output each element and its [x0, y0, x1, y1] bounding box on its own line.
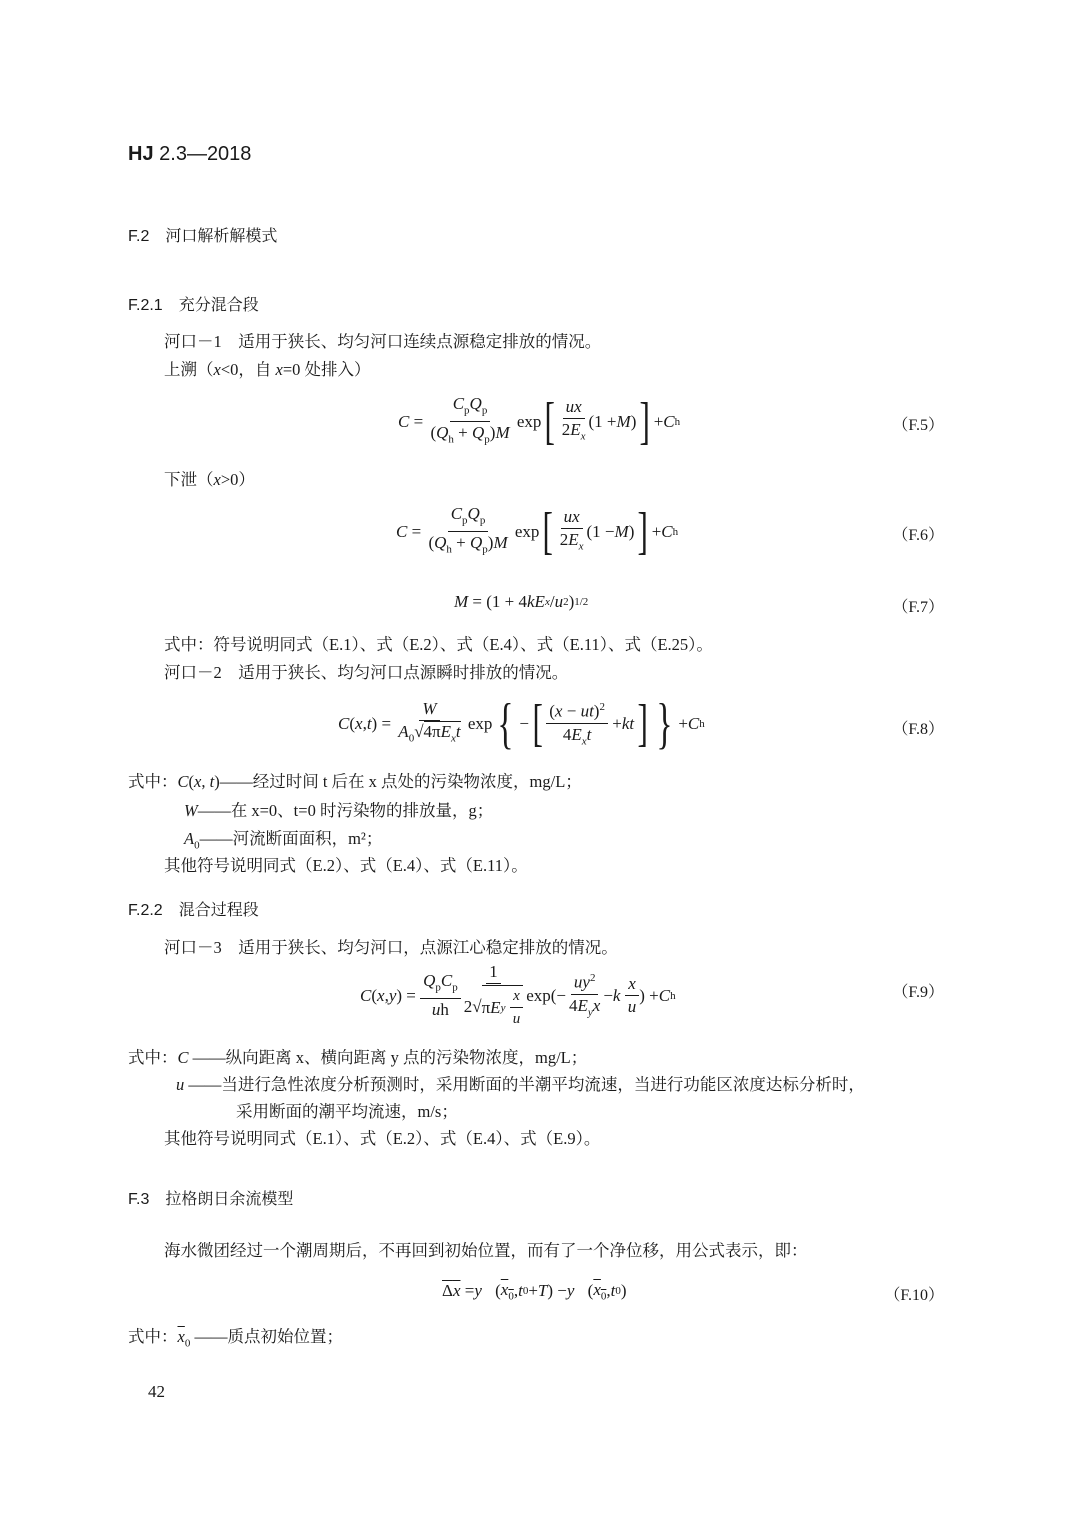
equation-f7: M = (1 + 4 kE x / u 2 ) 1/2 [454, 592, 589, 611]
equation-number-f7: （F.7） [892, 599, 944, 616]
equation-number-f8: （F.8） [892, 721, 944, 738]
equation-number-f6: （F.6） [892, 527, 944, 544]
seawater-text: 海水微团经过一个潮周期后，不再回到初始位置，而有了一个净位移，用公式表示，即： [164, 1241, 808, 1260]
where-f9-u2: 采用断面的潮平均流速，m/s； [236, 1102, 458, 1121]
estuary-3-text: 河口－3 适用于狭长、均匀河口，点源江心稳定排放的情况。 [164, 938, 618, 957]
equation-number-f9: （F.9） [892, 984, 944, 1001]
equation-f10: Δx = y⃗ ( $x_0$ , t 0 + T ) − y⃗ ( $x_0$ , t 0 ) [442, 1280, 627, 1303]
where-f9-other: 其他符号说明同式（E.1）、式（E.2）、式（E.4）、式（E.9）。 [164, 1129, 601, 1148]
section-heading-f21: F.2.1 充分混合段 [128, 297, 259, 314]
estuary-2-text: 河口－2 适用于狭长、均匀河口点源瞬时排放的情况。 [164, 663, 569, 682]
where-f9-c: 式中：C ——纵向距离 x、横向距离 y 点的污染物浓度，mg/L； [128, 1048, 588, 1067]
downstream-text: 下泄（x>0） [164, 470, 255, 489]
where-f8-other: 其他符号说明同式（E.2）、式（E.4）、式（E.11）。 [164, 856, 528, 875]
standard-code: HJ 2.3—2018 [128, 143, 252, 165]
where-f7-text: 式中：符号说明同式（E.1）、式（E.2）、式（E.4）、式（E.11）、式（E.25）。 [164, 635, 713, 654]
estuary-1-text: 河口－1 适用于狭长、均匀河口连续点源稳定排放的情况。 [164, 332, 602, 351]
equation-number-f5: （F.5） [892, 417, 944, 434]
equation-f9: C ( x , y ) = $\frac{Q_pC_p}{uh}$ 1 2√ π E y $\frac{x}{u}$ exp(− $\frac{uy^2}{4E_yx}$ − k $\frac{x}{u}$ ) + C h [360, 962, 676, 1027]
where-f8-c: 式中：C(x, t)——经过时间 t 后在 x 点处的污染物浓度，mg/L； [128, 772, 582, 791]
where-f8-w: W——在 x=0、t=0 时污染物的排放量，g； [184, 801, 494, 820]
page-number: 42 [148, 1382, 165, 1401]
where-f10-x0: 式中：$\overline{x}_0$ ——质点初始位置； [128, 1327, 343, 1350]
equation-f8: C ( x , t ) = $\frac{W}{A_0√4\pi E_xt}$ exp { − [ $\frac{(x - ut)^2}{4E_xt}$ + kt ] } + C h [338, 693, 705, 755]
section-heading-f22: F.2.2 混合过程段 [128, 902, 259, 919]
equation-number-f10: （F.10） [884, 1287, 944, 1304]
section-heading-f2: F.2 河口解析解模式 [128, 228, 278, 245]
where-f8-a: $A_0——$河流断面面积，m²； [184, 829, 383, 852]
equation-f5: C = $\frac{C_pQ_p}{(Q_h + Q_p)M}$ exp [ $\frac{ux}{2E_x}$ (1 + M ) ] + C h [398, 392, 681, 450]
where-f9-u1: u ——当进行急性浓度分析预测时，采用断面的半潮平均流速，当进行功能区浓度达标分析时， [176, 1075, 865, 1094]
upstream-text: 上溯（x<0，自 x=0 处排入） [164, 360, 371, 379]
section-heading-f3: F.3 拉格朗日余流模型 [128, 1191, 294, 1208]
equation-f6: C = $\frac{C_pQ_p}{(Q_h + Q_p)M}$ exp [ $\frac{ux}{2E_x}$ (1 − M ) ] + C h [396, 502, 679, 560]
